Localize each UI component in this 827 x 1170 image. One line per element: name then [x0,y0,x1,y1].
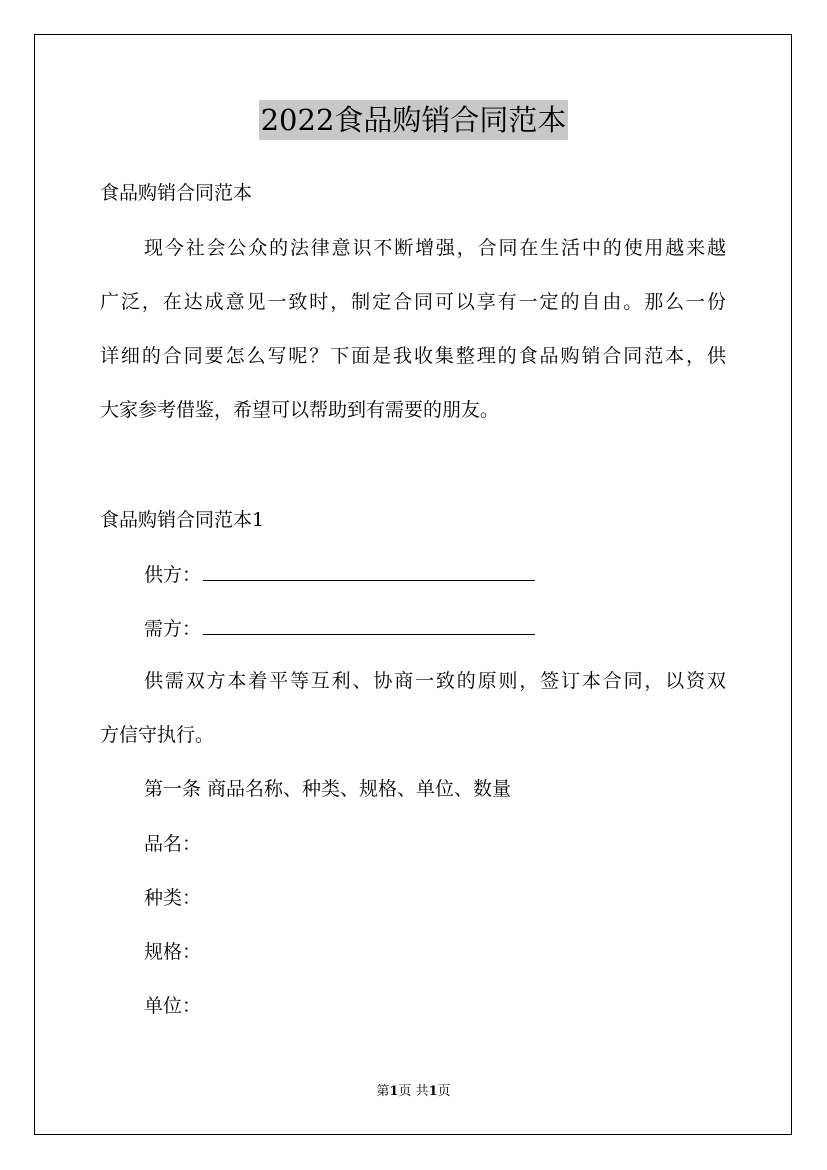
buyer-blank-line [203,618,535,635]
principle-line-1: 供需双方本着平等互利、协商一致的原则，签订本合同，以资双 [144,670,726,692]
field-product-name: 品名： [144,833,202,855]
footer-page-mid: 页 共 [398,1084,429,1099]
field-specification: 规格： [144,941,202,963]
section-heading: 食品购销合同范本1 [100,509,265,531]
document-title: 2022食品购销合同范本 [259,100,569,140]
field-category: 种类： [144,887,202,909]
intro-line-3: 详细的合同要怎么写呢？下面是我收集整理的食品购销合同范本，供 [100,345,726,367]
footer-page-prefix: 第 [376,1084,390,1099]
footer-page-total: 1 [428,1084,438,1099]
buyer-row [144,617,535,641]
principle-line-2: 方信守执行。 [100,724,215,746]
intro-line-2: 广泛，在达成意见一致时，制定合同可以享有一定的自由。那么一份 [100,291,726,313]
page-footer [0,1083,827,1101]
article-one-heading: 第一条 商品名称、种类、规格、单位、数量 [144,778,512,800]
title-container [0,100,827,140]
supplier-blank-line [203,564,535,581]
intro-line-1: 现今社会公众的法律意识不断增强，合同在生活中的使用越来越 [144,237,726,259]
supplier-label: 供方： [144,564,202,586]
field-unit: 单位： [144,995,202,1017]
supplier-row [144,563,535,587]
buyer-label: 需方： [144,618,202,640]
document-subtitle: 食品购销合同范本 [100,182,253,204]
intro-line-4: 大家参考借鉴，希望可以帮助到有需要的朋友。 [100,399,500,421]
footer-page-suffix: 页 [437,1084,451,1099]
footer-page-number: 1 [389,1084,399,1099]
